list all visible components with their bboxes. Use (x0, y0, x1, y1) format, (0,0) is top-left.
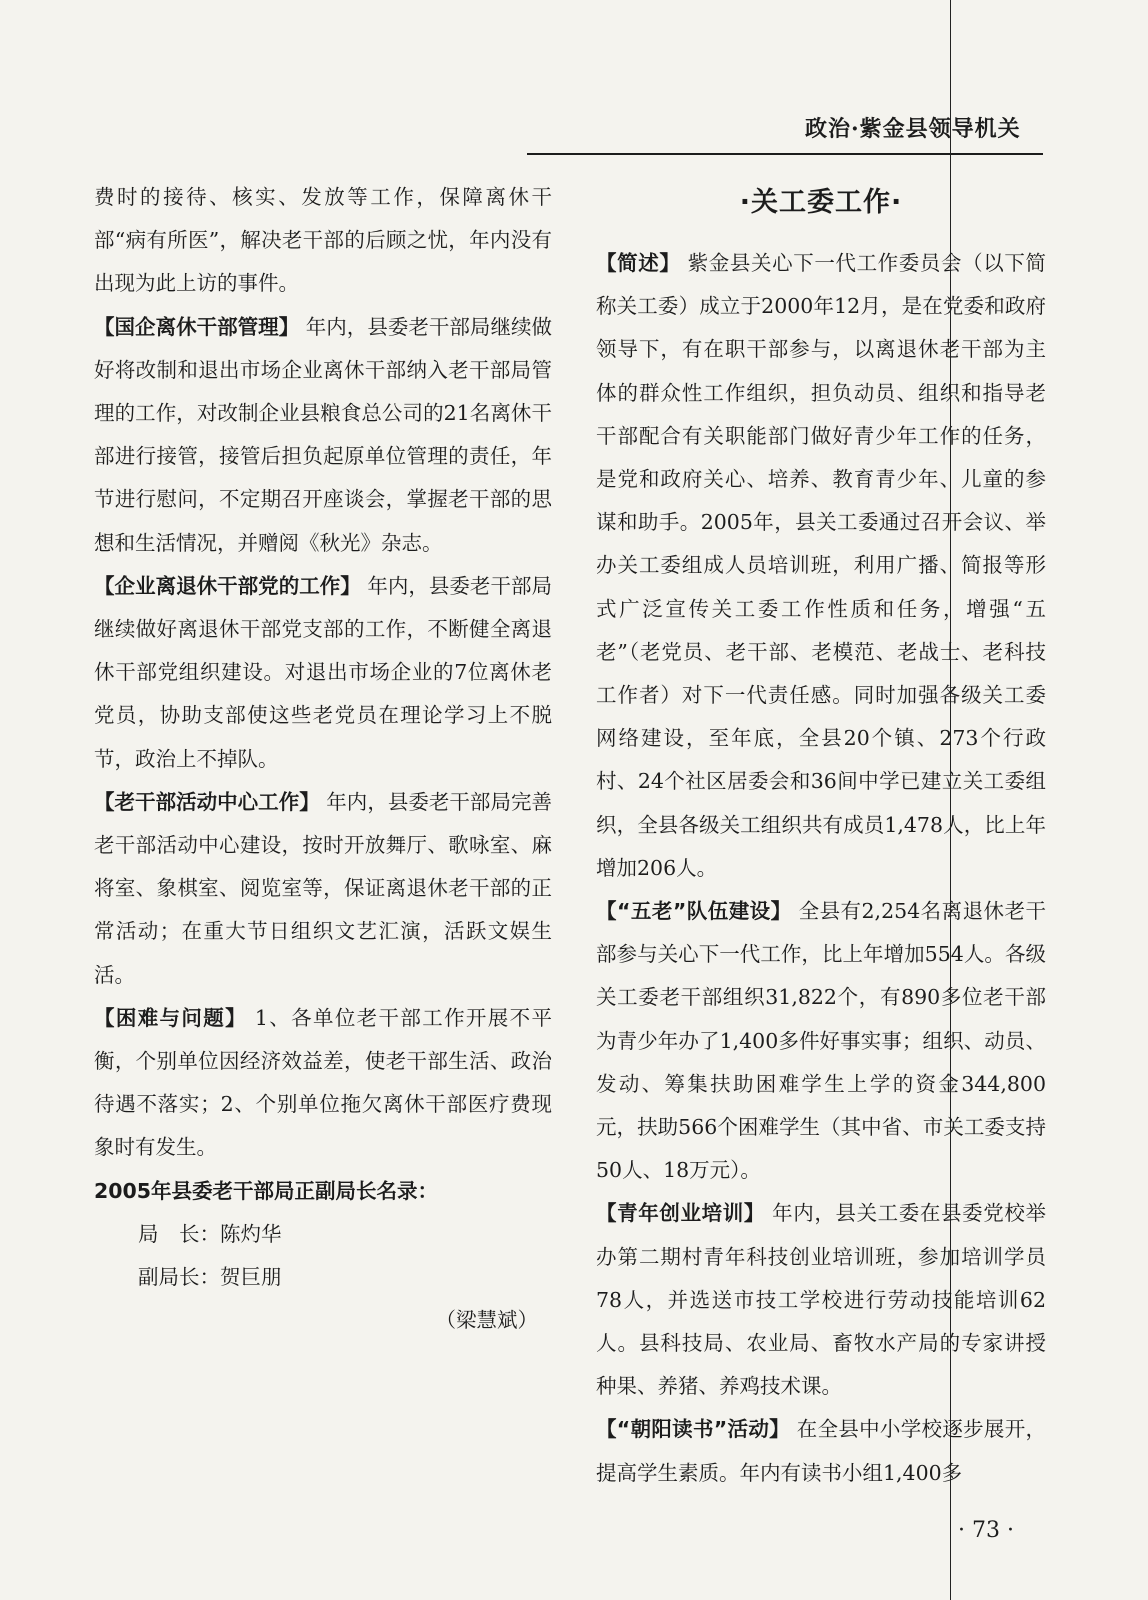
section-heading: 【困难与问题】 (94, 1005, 247, 1030)
section-soe-retirees (94, 306, 552, 565)
section-heading: 【企业离退休干部党的工作】 (94, 573, 361, 598)
section-body: 在全县中小学校逐步展开，提高学生素质。年内有读书小组1,400多 (596, 1417, 1047, 1485)
intro-paragraph: 费时的接待、核实、发放等工作，保障离休干部“病有所医”，解决老干部的后顾之忧，年内没有出现为此上访的事件。 (94, 185, 552, 296)
section-party-work (94, 565, 552, 781)
section-wulao-team (596, 890, 1046, 1192)
section-body: 1、各单位老干部工作开展不平衡，个别单位因经济效益差，使老干部生活、政治待遇不落实；2、个别单位拖欠离休干部医疗费现象时有发生。 (94, 1005, 552, 1160)
page-number: · 73 · (958, 1518, 1014, 1543)
roster-item-deputy: 副局长：贺巨朋 (138, 1265, 282, 1290)
section-heading: 【简述】 (596, 251, 681, 275)
section-body: 全县有2,254名离退休老干部参与关心下一代工作，比上年增加554人。各级关工委老干部组织31,822个，有890多位老干部为青少年办了1,400多件好事实事；组织、动员、发动、筹集扶助困难学生上学的资金344,800元，扶助566个困难学生（其中省、市关工委支持50人、18万元）。 (596, 899, 1046, 1183)
section-overview (596, 242, 1046, 890)
section-heading: 【青年创业培训】 (596, 1201, 765, 1226)
section-problems (94, 997, 552, 1170)
section-body: 年内，县委老干部局完善老干部活动中心建设，按时开放舞厅、歌咏室、麻将室、象棋室、阅览室等，保证离退休老干部的正常活动；在重大节日组织文艺汇演，活跃文娱生活。 (94, 789, 552, 987)
section-heading: 【“五老”队伍建设】 (596, 899, 792, 924)
section-activity-center (94, 781, 552, 997)
right-column (596, 242, 1046, 1495)
section-heading: 【“朝阳读书”活动】 (596, 1417, 790, 1442)
left-column (94, 176, 552, 1342)
section-body: 紫金县关心下一代工作委员会（以下简称关工委）成立于2000年12月，是在党委和政府领导下，有在职干部参与，以离退休老干部为主体的群众性工作组织，担负动员、组织和指导老干部配合有关职能部门做好青少年工作的任务，是党和政府关心、培养、教育青少年、儿童的参谋和助手。2005年，县关工委通过召开会议、举办关工委组成人员培训班，利用广播、简报等形式广泛宣传关工委工作性质和任务，增强“五老”（老党员、老干部、老模范、老战士、老科技工作者）对下一代责任感。同时加强各级关工委网络建设，至年底，全县20个镇、273个行政村、24个社区居委会和36间中学已建立关工委组织，全县各级关工组织共有成员1,478人，比上年增加206人。 (596, 251, 1047, 880)
running-header: 政治·紫金县领导机关 (805, 116, 1021, 142)
section-body: 年内，县委老干部局继续做好将改制和退出市场企业离休干部纳入老干部局管理的工作，对改制企业县粮食总公司的21名离休干部进行接管，接管后担负起原单位管理的责任，年节进行慰问，不定期召开座谈会，掌握老干部的思想和生活情况，并赠阅《秋光》杂志。 (94, 314, 552, 555)
section-reading-activity (596, 1408, 1046, 1494)
section-heading: 【国企离休干部管理】 (94, 314, 300, 339)
section-body: 年内，县关工委在县委党校举办第二期村青年科技创业培训班，参加培训学员78人，并选送市技工学校进行劳动技能培训62人。县科技局、农业局、畜牧水产局的专家讲授种果、养猪、养鸡技术课。 (596, 1201, 1047, 1399)
section-body: 年内，县委老干部局继续做好离退休干部党支部的工作，不断健全离退休干部党组织建设。对退出市场企业的7位离休老党员，协助支部使这些老党员在理论学习上不脱节，政治上不掉队。 (94, 573, 552, 771)
roster-title: 2005年县委老干部局正副局长名录： (94, 1178, 439, 1203)
section-title: ·关工委工作· (739, 187, 903, 218)
header-rule (527, 153, 1043, 155)
section-heading: 【老干部活动中心工作】 (94, 789, 320, 814)
roster-item-director: 局 长：陈灼华 (138, 1221, 282, 1246)
author-credit: （梁慧斌） (435, 1308, 538, 1333)
section-youth-training (596, 1192, 1046, 1408)
